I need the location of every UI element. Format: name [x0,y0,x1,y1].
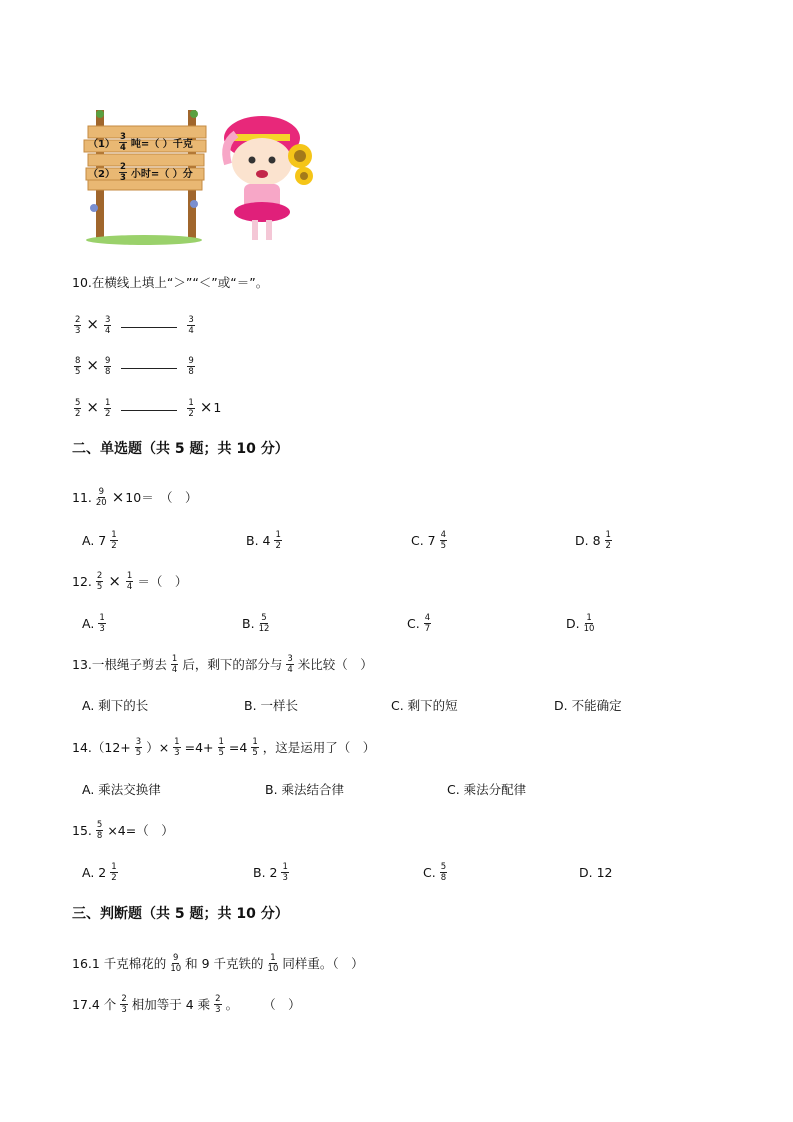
fraction [187,315,194,336]
fraction-numerator: 1 [111,529,117,540]
fraction-denominator: 2 [75,408,81,419]
fraction-denominator: 3 [75,325,81,336]
fraction-numerator: 1 [270,952,276,963]
text-segment: ）× [146,740,170,755]
fraction-numerator: 5 [96,819,103,830]
fraction [104,356,111,377]
answer-blank[interactable] [121,368,177,369]
text-segment: D. 8 [575,532,601,548]
fraction-numerator: 1 [605,529,611,540]
text-segment: 后，剩下的部分与 [182,657,283,672]
answer-blank[interactable] [121,327,177,328]
section-3-heading [72,898,289,928]
fraction [104,315,111,336]
fraction [110,862,117,883]
text-segment: 小时=（ ）分 [130,168,193,180]
text-segment: 1 [213,399,222,415]
question-15-stem [72,815,174,845]
multiply-sign: × [86,314,99,333]
question-16-stem [72,948,364,978]
fraction-numerator: 5 [261,612,267,623]
question-13-stem [72,649,373,679]
fraction [170,953,181,974]
text-segment: D. 12 [579,864,613,880]
question-11-option-a[interactable] [82,525,122,555]
fraction-denominator: 2 [111,540,117,551]
multiply-sign: × [111,488,125,506]
fraction-denominator: 5 [135,747,142,758]
fraction-numerator: 4 [424,612,431,623]
fraction-denominator: 4 [287,664,293,675]
fraction-denominator: 2 [105,408,111,419]
fraction-numerator: 5 [75,397,81,408]
fraction [440,530,447,551]
fraction [96,820,103,841]
fraction [74,315,81,336]
question-12-stem [72,566,187,596]
fraction [119,162,127,183]
text-segment: 17.4 个 [72,997,117,1012]
fraction-denominator: 4 [188,325,194,336]
text-segment: C. [407,615,420,631]
multiply-sign: × [86,355,99,374]
fraction [584,613,595,634]
fraction-denominator: 8 [188,366,194,377]
fraction-denominator: 4 [171,664,178,675]
fraction-denominator: 7 [424,623,431,634]
fraction-numerator: 9 [188,355,194,366]
fraction [187,398,194,419]
question-11-option-d[interactable] [575,525,616,555]
question-11-option-b[interactable] [246,525,286,555]
fraction-denominator: 3 [119,172,126,183]
text-segment: B. [242,615,255,631]
fraction-denominator: 3 [121,1004,127,1015]
fraction-numerator: 3 [119,131,126,142]
fraction-denominator: 5 [96,581,103,592]
text-segment: 米比较（ ） [297,657,373,672]
text-segment: C. 乘法分配律 [447,782,527,797]
question-15-option-c[interactable] [423,857,451,887]
text-segment: 11. [72,489,92,505]
fraction-denominator: 8 [96,830,103,841]
fraction [218,737,225,758]
question-10-item-1 [70,310,199,340]
text-segment: B. 2 [253,864,278,880]
fraction-numerator: 3 [105,314,111,325]
question-15-option-b[interactable] [253,857,293,887]
fraction [187,356,194,377]
fraction [268,953,279,974]
question-14-option-a[interactable] [82,774,161,804]
fraction-denominator: 5 [75,366,81,377]
question-14-option-b[interactable] [265,774,344,804]
fraction-numerator: 2 [75,314,81,325]
question-10-title [72,267,268,297]
fraction-denominator: 2 [188,408,194,419]
fraction-denominator: 2 [275,540,281,551]
fraction-numerator: 1 [171,653,178,664]
fraction-denominator: 3 [99,623,105,634]
fraction-denominator: 2 [111,872,117,883]
fraction-numerator: 8 [75,355,81,366]
text-segment: C. [423,864,436,880]
fraction-denominator: 10 [170,963,182,974]
fraction [120,994,127,1015]
text-segment: 10.在横线上填上“＞”“＜”或“＝”。 [72,275,269,290]
text-segment: ×4=（ ） [107,823,174,838]
fraction-numerator: 1 [188,397,194,408]
question-12-option-c[interactable] [407,608,435,638]
multiply-sign: × [86,397,99,416]
question-12-option-b[interactable] [242,608,273,638]
fraction-denominator: 5 [440,540,447,551]
text-segment: ＝（ ） [137,574,188,589]
fraction-denominator: 2 [605,540,611,551]
text-segment: C. 7 [411,532,436,548]
fraction-denominator: 4 [105,325,111,336]
question-13-option-d[interactable] [554,690,622,720]
text-segment: 相加等于 4 乘 [131,997,211,1012]
fraction-numerator: 1 [111,861,117,872]
fraction-numerator: 3 [188,314,194,325]
fraction-numerator: 2 [96,570,103,581]
text-segment: 。 （ ） [225,997,301,1012]
text-segment: 二、单选题（共 5 题；共 10 分） [72,441,289,457]
fraction-denominator: 5 [252,747,258,758]
fraction-denominator: 20 [95,497,107,508]
question-14-option-c[interactable] [447,774,526,804]
question-13-option-a[interactable] [82,690,148,720]
fraction-numerator: 1 [252,736,258,747]
illustration-sign-and-girl [82,104,342,254]
text-segment: 三、判断题（共 5 题；共 10 分） [72,906,289,922]
question-11-option-c[interactable] [411,525,451,555]
fraction [96,571,103,592]
text-segment: ，这是运用了（ ） [262,740,376,755]
fraction-denominator: 3 [282,872,288,883]
fraction-numerator: 3 [287,653,293,664]
text-segment: 同样重。（ ） [282,956,364,971]
fraction-numerator: 2 [215,993,221,1004]
sign-line-2 [88,157,193,187]
fraction-numerator: 3 [135,736,142,747]
text-segment: A. 乘法交换律 [82,782,161,797]
fraction-denominator: 4 [119,142,126,153]
multiply-sign: × [108,572,121,590]
text-segment: 10＝ （ ） [125,490,198,505]
text-segment: A. 剩下的长 [82,698,149,713]
fraction-numerator: 9 [173,952,179,963]
text-segment: A. [82,615,95,631]
question-13-option-b[interactable] [244,690,298,720]
text-segment: 14.（12+ [72,740,131,755]
fraction-denominator: 3 [174,747,180,758]
fraction [605,530,612,551]
fraction-numerator: 1 [275,529,281,540]
text-segment: 13.一根绳子剪去 [72,657,167,672]
fraction-denominator: 10 [583,623,595,634]
fraction-numerator: 2 [121,993,127,1004]
fraction-numerator: 9 [98,486,105,497]
fraction [424,613,431,634]
section-2-heading [72,433,289,463]
question-10-item-3 [70,393,221,423]
fraction [98,613,105,634]
text-segment: D. [566,615,580,631]
fraction-denominator: 12 [258,623,270,634]
fraction [74,356,81,377]
question-12-option-a[interactable] [82,608,110,638]
multiply-sign: × [199,397,213,416]
text-segment: 15. [72,822,92,838]
fraction [119,132,127,153]
fraction-numerator: 2 [119,161,126,172]
fraction-numerator: 1 [174,736,180,747]
text-segment: =4 [228,739,248,755]
text-segment: 和 9 千克铁的 [185,956,264,971]
question-11-stem [72,482,197,512]
text-segment: A. 2 [82,864,107,880]
fraction-numerator: 1 [99,612,105,623]
fraction [135,737,142,758]
fraction [171,654,178,675]
fraction [286,654,293,675]
fraction-denominator: 10 [267,963,279,974]
fraction-denominator: 8 [105,366,111,377]
fraction-denominator: 5 [218,747,224,758]
text-segment: B. 一样长 [244,698,299,713]
question-15-option-d[interactable] [579,857,612,887]
fraction [173,737,180,758]
text-segment: 12. [72,573,92,589]
text-segment: B. 乘法结合律 [265,782,345,797]
fraction [259,613,270,634]
fraction-denominator: 4 [126,581,133,592]
fraction [96,487,107,508]
fraction [214,994,221,1015]
text-segment: D. 不能确定 [554,698,622,713]
fraction-numerator: 4 [440,529,447,540]
text-segment: （1） [88,138,115,150]
text-segment: =4+ [184,739,214,755]
fraction [281,862,288,883]
text-segment: 吨=（ ）千克 [130,138,193,150]
sign-line-1 [88,127,193,157]
fraction [74,398,81,419]
fraction-numerator: 9 [105,355,111,366]
fraction-denominator: 8 [440,872,447,883]
text-segment: A. 7 [82,532,107,548]
fraction [274,530,281,551]
text-segment: C. 剩下的短 [391,698,458,713]
fraction-numerator: 1 [218,736,224,747]
question-17-stem [72,989,301,1019]
fraction [104,398,111,419]
fraction-numerator: 5 [440,861,447,872]
question-12-option-d[interactable] [566,608,598,638]
fraction-numerator: 1 [126,570,133,581]
question-15-option-a[interactable] [82,857,122,887]
fraction-numerator: 1 [105,397,111,408]
fraction-denominator: 3 [215,1004,221,1015]
question-14-stem [72,732,375,762]
question-13-option-c[interactable] [391,690,458,720]
text-segment: B. 4 [246,532,271,548]
fraction [440,862,447,883]
fraction-numerator: 1 [586,612,592,623]
fraction-numerator: 1 [282,861,288,872]
text-segment: （2） [88,168,115,180]
text-segment: 16.1 千克棉花的 [72,956,167,971]
fraction [251,737,258,758]
fraction [126,571,133,592]
fraction [110,530,117,551]
question-10-item-2 [70,351,199,381]
answer-blank[interactable] [121,410,177,411]
